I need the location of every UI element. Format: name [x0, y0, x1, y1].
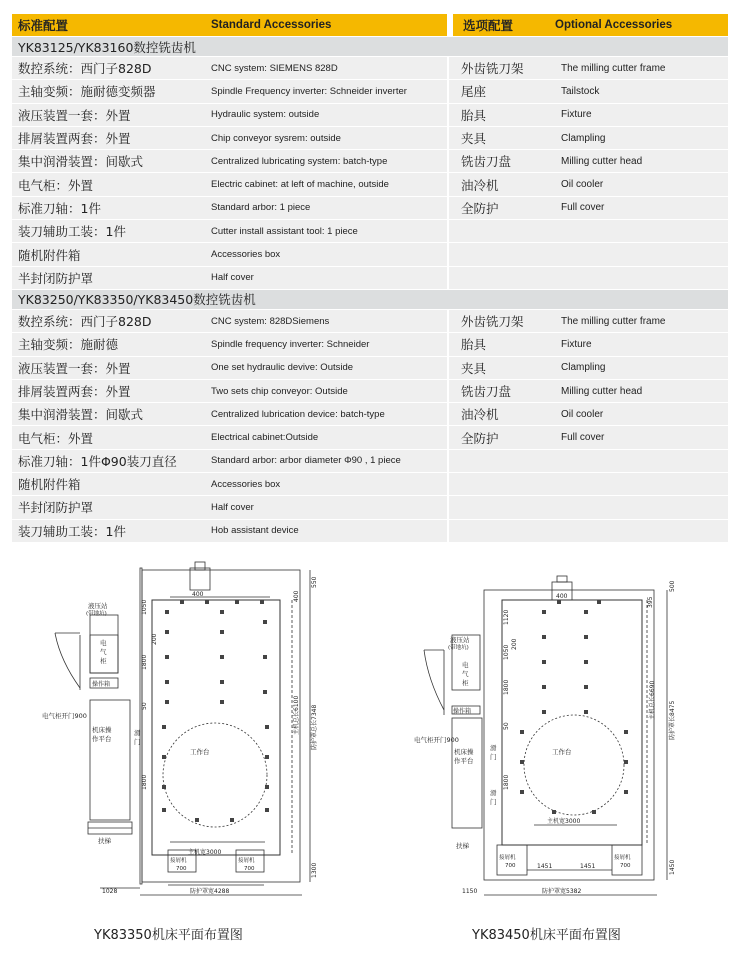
opt-en-cell: [561, 473, 721, 495]
opt-en-cell: Clampling: [561, 132, 606, 144]
opt-en-cell: Full cover: [561, 202, 605, 214]
table-row: [12, 425, 728, 448]
table-label: 工作台: [190, 748, 210, 756]
svg-text:(带地坑): (带地坑): [448, 645, 469, 651]
table-row: [12, 309, 728, 332]
svg-text:滑: 滑: [490, 789, 497, 797]
svg-text:接屑机: 接屑机: [238, 858, 255, 864]
std-en-cell: Standard arbor: arbor diameter Φ90 , 1 piece: [211, 455, 401, 467]
table-row: [12, 79, 728, 102]
svg-text:700: 700: [244, 866, 255, 872]
svg-text:滑: 滑: [490, 744, 497, 752]
svg-text:700: 700: [620, 863, 631, 869]
opt-cn-cell: 夹具: [447, 357, 561, 379]
table-row: [12, 332, 728, 355]
opt-en-cell: [561, 520, 721, 542]
std-en-cell: Chip conveyor sysrem: outside: [211, 132, 341, 144]
yk83450-layout-drawing: [412, 570, 732, 910]
table-row: [12, 519, 728, 542]
svg-text:扶梯: 扶梯: [456, 842, 469, 850]
std-cn-cell: 电气柜：外置: [18, 430, 94, 446]
std-en-cell: CNC system: SIEMENS 828D: [211, 62, 338, 74]
std-cn-cell: 标准刀轴：1件Φ90装刀直径: [18, 453, 177, 469]
svg-text:门: 门: [134, 738, 141, 746]
svg-text:1800: 1800: [141, 774, 148, 790]
svg-text:作平台: 作平台: [454, 757, 474, 765]
svg-text:1800: 1800: [141, 654, 148, 670]
opt-cn-cell: 胎具: [447, 104, 561, 126]
std-cn-cell: 排屑装置两套：外置: [18, 384, 131, 399]
std-en-cell: Centralized lubricating system: batch-type: [211, 155, 388, 167]
std-en-cell: Cutter install assistant tool: 1 piece: [211, 225, 358, 237]
std-en-header: Standard Accessories: [211, 14, 447, 36]
svg-text:防护罩宽4288: 防护罩宽4288: [190, 888, 230, 895]
std-en-cell: Hob assistant device: [211, 525, 299, 537]
std-en-cell: Centralized lubrication device: batch-type: [211, 408, 385, 420]
svg-text:门: 门: [490, 753, 497, 761]
svg-text:操作箱: 操作箱: [453, 708, 472, 715]
svg-text:1050: 1050: [141, 599, 148, 615]
svg-text:防护罩总长7348: 防护罩总长7348: [311, 704, 318, 750]
std-en-cell: One set hydraulic devive: Outside: [211, 362, 354, 374]
std-en-cell: Accessories box: [211, 249, 281, 261]
svg-text:电: 电: [100, 639, 107, 647]
table-row: [12, 402, 728, 425]
svg-text:500: 500: [669, 580, 676, 592]
opt-cn-cell: [447, 496, 561, 518]
table-row: [12, 196, 728, 219]
table-row: [12, 449, 728, 472]
std-en-cell: Accessories box: [211, 478, 281, 490]
section-title: YK83250/YK83350/YK83450数控铣齿机: [12, 289, 728, 309]
opt-en-cell: Milling cutter head: [561, 155, 643, 167]
svg-text:机床操: 机床操: [92, 726, 112, 734]
std-cn-cell: 随机附件箱: [18, 477, 81, 493]
svg-text:1300: 1300: [311, 862, 318, 878]
svg-text:主机宽3000: 主机宽3000: [188, 849, 222, 856]
opt-cn-cell: 铣齿刀盘: [447, 380, 561, 402]
table-row: [12, 219, 728, 242]
opt-en-cell: [561, 450, 721, 472]
svg-text:主机总长6690: 主机总长6690: [649, 680, 656, 720]
table-header: [12, 14, 728, 36]
svg-text:1050: 1050: [503, 644, 510, 660]
opt-cn-header: 选项配置: [453, 14, 555, 36]
opt-cn-cell: 全防护: [447, 426, 561, 448]
std-en-cell: Spindle frequency inverter: Schneider: [211, 338, 370, 350]
std-cn-cell: 排屑装置两套：外置: [18, 131, 131, 147]
opt-cn-cell: [447, 520, 561, 542]
std-cn-cell: 电气柜：外置: [18, 177, 94, 193]
svg-text:液压站: 液压站: [450, 636, 470, 644]
opt-cn-cell: 外齿铣刀架: [447, 310, 561, 332]
table-row: [12, 103, 728, 126]
opt-en-cell: Fixture: [561, 338, 592, 350]
table-row: [12, 242, 728, 265]
opt-en-cell: Clampling: [561, 362, 606, 374]
table-row: [12, 126, 728, 149]
opt-en-cell: Oil cooler: [561, 408, 604, 420]
std-cn-cell: 集中润滑装置：间歇式: [18, 407, 144, 423]
svg-text:操作箱: 操作箱: [92, 681, 111, 688]
svg-text:滑: 滑: [134, 729, 141, 737]
table-row: [12, 472, 728, 495]
opt-en-cell: Full cover: [561, 432, 605, 444]
opt-cn-cell: [447, 243, 561, 265]
opt-cn-cell: 油冷机: [447, 403, 561, 425]
opt-en-cell: Tailstock: [561, 85, 600, 97]
svg-text:50: 50: [503, 722, 510, 730]
svg-text:接屑机: 接屑机: [499, 855, 516, 861]
std-cn-cell: 集中润滑装置：间歇式: [18, 154, 144, 170]
svg-text:700: 700: [505, 863, 516, 869]
opt-cn-cell: 尾座: [447, 80, 561, 102]
svg-text:主机宽3000: 主机宽3000: [547, 818, 581, 825]
opt-cn-cell: [447, 267, 561, 289]
opt-cn-cell: 全防护: [447, 197, 561, 219]
std-cn-header: 标准配置: [12, 14, 211, 36]
hydraulic-label: 液压站: [88, 602, 108, 610]
svg-text:1450: 1450: [669, 859, 676, 875]
std-en-cell: Electrical cabinet:Outside: [211, 432, 319, 444]
std-cn-cell: 液压装置一套：外置: [18, 360, 131, 376]
svg-text:接屑机: 接屑机: [170, 858, 187, 864]
std-en-cell: Electric cabinet: at left of machine, outside: [211, 179, 389, 191]
opt-cn-cell: 外齿铣刀架: [447, 57, 561, 79]
opt-cn-cell: 夹具: [447, 127, 561, 149]
table-row: [12, 149, 728, 172]
svg-text:1028: 1028: [102, 888, 118, 895]
left-caption: YK83350机床平面布置图: [94, 928, 243, 943]
svg-text:1800: 1800: [503, 774, 510, 790]
svg-text:1800: 1800: [503, 679, 510, 695]
opt-cn-cell: 铣齿刀盘: [447, 150, 561, 172]
svg-text:主机总长6100: 主机总长6100: [293, 695, 300, 735]
opt-cn-cell: [447, 220, 561, 242]
std-en-cell: Standard arbor: 1 piece: [211, 202, 311, 214]
std-cn-cell: 标准刀轴：1件: [18, 200, 101, 216]
svg-text:400: 400: [192, 591, 204, 598]
opt-cn-cell: [447, 450, 561, 472]
svg-text:400: 400: [556, 593, 568, 600]
svg-text:700: 700: [176, 866, 187, 872]
svg-text:防护罩长8475: 防护罩长8475: [669, 700, 676, 740]
svg-text:防护罩宽5382: 防护罩宽5382: [542, 888, 582, 895]
table-row: [12, 356, 728, 379]
opt-en-cell: The milling cutter frame: [561, 62, 666, 74]
cabinet-door-label: 电气柜开门900: [42, 712, 87, 720]
std-cn-cell: 随机附件箱: [18, 247, 81, 263]
std-cn-cell: 液压装置一套：外置: [18, 107, 131, 123]
std-en-cell: Half cover: [211, 501, 254, 513]
svg-text:气: 气: [462, 670, 469, 678]
table-row: [12, 266, 728, 289]
svg-text:200: 200: [151, 633, 158, 645]
svg-text:门: 门: [490, 798, 497, 806]
opt-cn-cell: 胎具: [447, 333, 561, 355]
accessories-table: [12, 14, 728, 542]
opt-en-cell: The milling cutter frame: [561, 315, 666, 327]
opt-en-header: Optional Accessories: [555, 14, 728, 36]
std-cn-cell: 半封闭防护罩: [18, 270, 94, 286]
svg-text:400: 400: [293, 590, 300, 602]
svg-text:机床操: 机床操: [454, 748, 474, 756]
table-row: [12, 56, 728, 79]
svg-text:1120: 1120: [503, 609, 510, 625]
svg-text:扶梯: 扶梯: [98, 837, 111, 845]
std-en-cell: Hydraulic system: outside: [211, 109, 320, 121]
std-cn-cell: 数控系统：西门子828D: [18, 61, 152, 77]
svg-text:电气柜开门900: 电气柜开门900: [414, 736, 459, 744]
svg-text:柜: 柜: [100, 657, 107, 665]
opt-en-cell: Milling cutter head: [561, 385, 643, 397]
svg-text:1451: 1451: [580, 863, 596, 870]
std-en-cell: Two sets chip conveyor: Outside: [211, 385, 348, 397]
svg-text:(带地坑): (带地坑): [86, 611, 107, 617]
svg-text:柜: 柜: [462, 679, 469, 687]
std-cn-cell: 主轴变频：施耐德: [18, 337, 119, 353]
opt-en-cell: [561, 496, 721, 518]
yk83350-layout-drawing: [40, 560, 340, 910]
svg-text:1150: 1150: [462, 888, 478, 895]
std-en-cell: CNC system: 828DSiemens: [211, 315, 330, 327]
std-cn-cell: 半封闭防护罩: [18, 500, 94, 516]
opt-en-cell: [561, 220, 721, 242]
svg-text:工作台: 工作台: [552, 748, 572, 756]
opt-cn-cell: 油冷机: [447, 173, 561, 195]
table-row: [12, 379, 728, 402]
opt-en-cell: [561, 243, 721, 265]
table-row: [12, 495, 728, 518]
std-cn-cell: 装刀辅助工装：1件: [18, 224, 126, 240]
svg-text:550: 550: [311, 576, 318, 588]
std-en-cell: Spindle Frequency inverter: Schneider inverter: [211, 85, 407, 97]
std-cn-cell: 主轴变频：施耐德变频器: [18, 84, 156, 100]
svg-text:接屑机: 接屑机: [614, 855, 631, 861]
std-cn-cell: 数控系统：西门子828D: [18, 314, 152, 330]
section-title: YK83125/YK83160数控铣齿机: [12, 36, 728, 56]
svg-text:作平台: 作平台: [92, 735, 112, 743]
opt-en-cell: Oil cooler: [561, 179, 604, 191]
opt-en-cell: Fixture: [561, 109, 592, 121]
svg-text:电: 电: [462, 661, 469, 669]
right-caption: YK83450机床平面布置图: [472, 928, 621, 943]
svg-text:50: 50: [141, 702, 148, 710]
std-cn-cell: 装刀辅助工装：1件: [18, 523, 126, 539]
svg-text:200: 200: [511, 638, 518, 650]
opt-en-cell: [561, 267, 721, 289]
svg-text:1451: 1451: [537, 863, 553, 870]
opt-cn-cell: [447, 473, 561, 495]
svg-text:气: 气: [100, 648, 107, 656]
std-en-cell: Half cover: [211, 272, 254, 284]
table-row: [12, 172, 728, 195]
svg-text:395: 395: [647, 596, 654, 608]
